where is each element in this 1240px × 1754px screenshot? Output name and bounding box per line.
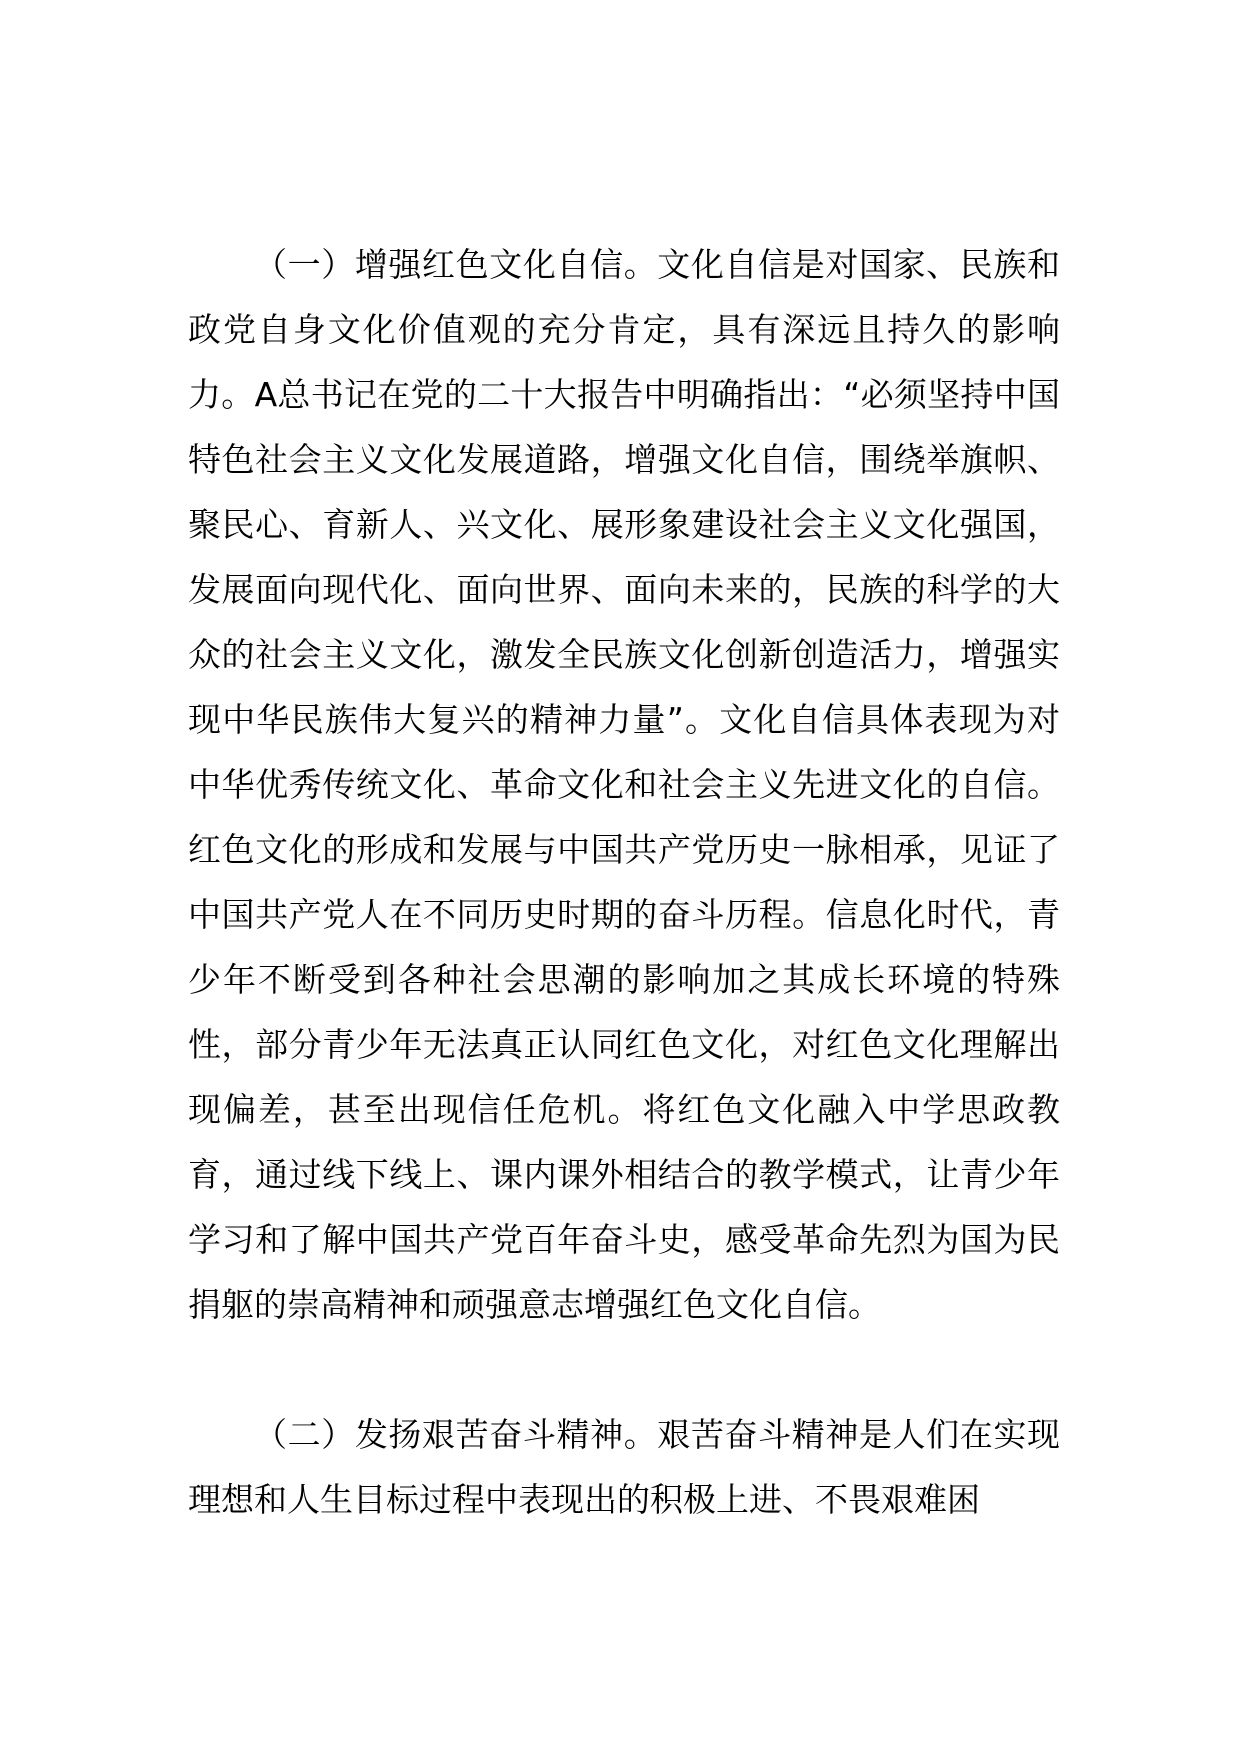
paragraph-red-culture-confidence: （一）增强红色文化自信。文化自信是对国家、民族和政党自身文化价值观的充分肯定，具有深远且持久的影响力。A总书记在党的二十大报告中明确指出：“必须坚持中国特色社会主义文化发展道路，增强文化自信，围绕举旗帜、聚民心、育新人、兴文化、展形象建设社会主义文化强国，发展面向现代化、面向世界、面向未来的，民族的科学的大众的社会主义文化，激发全民族文化创新创造活力，增强实现中华民族伟大复兴的精神力量”。文化自信具体表现为对中华优秀传统文化、革命文化和社会主义先进文化的自信。红色文化的形成和发展与中国共产党历史一脉相承，见证了中国共产党人在不同历史时期的奋斗历程。信息化时代，青少年不断受到各种社会思潮的影响加之其成长环境的特殊性，部分青少年无法真正认同红色文化，对红色文化理解出现偏差，甚至出现信任危机。将红色文化融入中学思政教育，通过线下线上、课内课外相结合的教学模式，让青少年学习和了解中国共产党百年奋斗史，感受革命先烈为国为民捐躯的崇高精神和顽强意志增强红色文化自信。: [188, 245, 1060, 1324]
paragraph-hard-work-spirit: （二）发扬艰苦奋斗精神。艰苦奋斗精神是人们在实现理想和人生目标过程中表现出的积极上进、不畏艰难困: [188, 1415, 1060, 1519]
document-body: [188, 232, 1060, 1532]
